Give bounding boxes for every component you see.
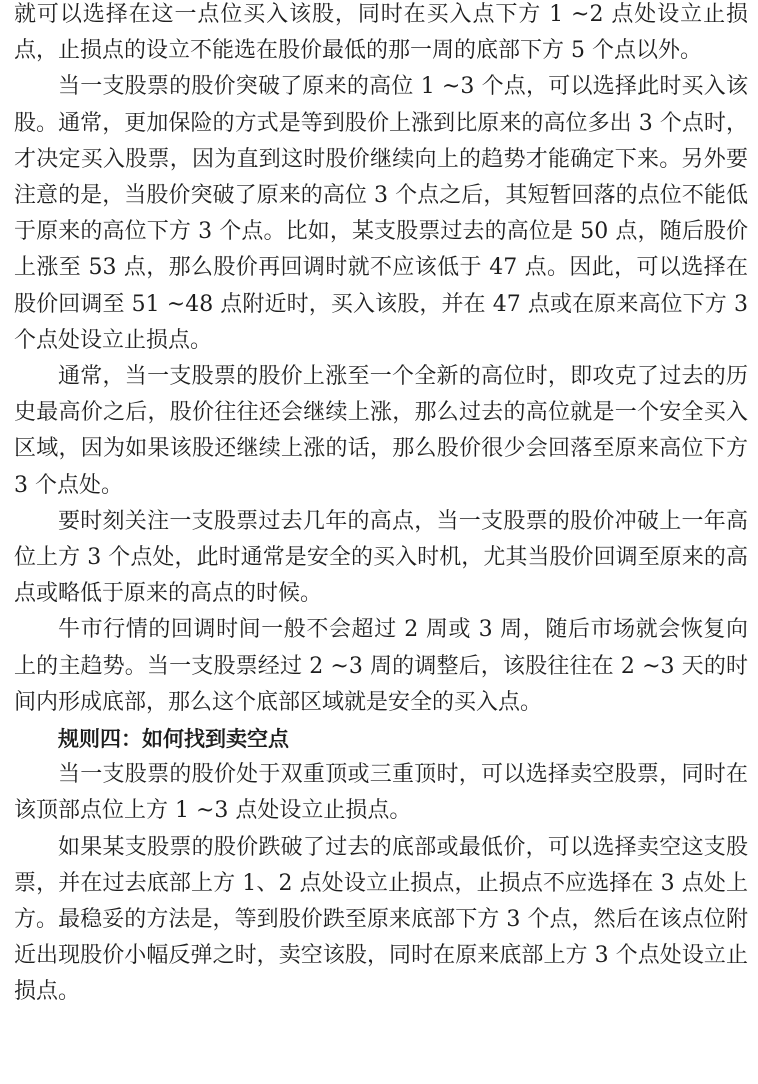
paragraph-continuation: 就可以选择在这一点位买入该股，同时在买入点下方 1 ~2 点处设立止损点，止损点的设立不能选在股价最低的那一周的底部下方 5 个点以外。 [14, 2, 748, 64]
section-heading: 规则四：如何找到卖空点 [58, 727, 289, 752]
paragraph-double-top: 当一支股票的股价处于双重顶或三重顶时，可以选择卖空股票，同时在该顶部点位上方 1 ~3 点处设立止损点。 [14, 762, 748, 824]
paragraph-break-bottom: 如果某支股票的股价跌破了过去的底部或最低价，可以选择卖空这支股票，并在过去底部上方 1、2 点处设立止损点，止损点不应选择在 3 点处上方。最稳妥的方法是，等到股价跌至原来底部下方 3 个点，然后在该点位附近出现股价小幅反弹之时，卖空该股，同时在原来底部上方 3 个点处设立止损点。 [14, 834, 748, 1005]
paragraph-breakout-buy: 当一支股票的股价突破了原来的高位 1 ~3 个点，可以选择此时买入该股。通常，更加保险的方式是等到股价上涨到比原来的高位多出 3 个点时，才决定买入股票，因为直到这时股价继续向上的趋势才能确定下来。另外要注意的是，当股价突破了原来的高位 3 个点之后，其短暂回落的点位不能低于原来的高位下方 3 个点。比如，某支股票过去的高位是 50 点，随后股价上涨至 53 点，那么股价再回调时就不应该低于 47 点。因此，可以选择在股价回调至 51 ~48 点附近时，买入该股，并在 47 点或在原来高位下方 3 个点处设立止损点。 [14, 74, 748, 353]
paragraph-yearly-high: 要时刻关注一支股票过去几年的高点，当一支股票的股价冲破上一年高位上方 3 个点处，此时通常是安全的买入时机，尤其当股价回调至原来的高点或略低于原来的高点的时候。 [14, 508, 748, 607]
paragraph-bull-pullback: 牛市行情的回调时间一般不会超过 2 周或 3 周，随后市场就会恢复向上的主趋势。当一支股票经过 2 ~3 周的调整后，该股往往在 2 ~3 天的时间内形成底部，那么这个底部区域就是安全的买入点。 [14, 617, 748, 715]
paragraph-new-high: 通常，当一支股票的股价上涨至一个全新的高位时，即攻克了过去的历史最高价之后，股价往往还会继续上涨，那么过去的高位就是一个安全买入区域，因为如果该股还继续上涨的话，那么股价很少会回落至原来高位下方 3 个点处。 [14, 364, 748, 498]
